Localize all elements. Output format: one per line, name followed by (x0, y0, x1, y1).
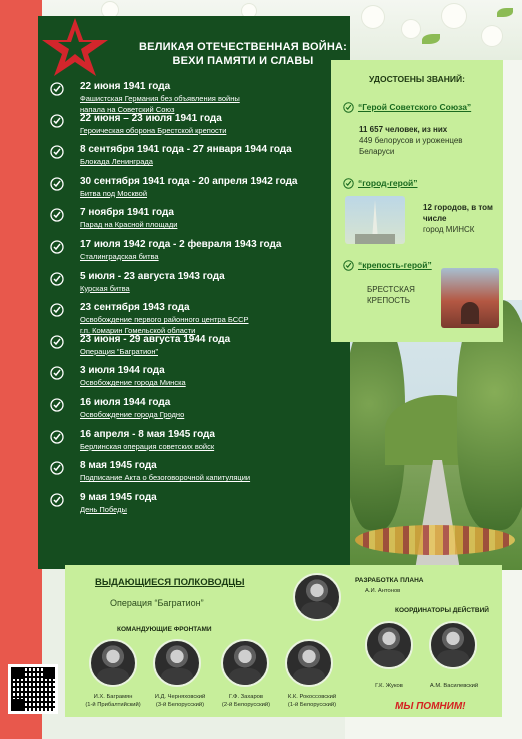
check-circle-icon (50, 145, 64, 159)
timeline-item (50, 491, 380, 523)
front-caption: И.Д. Черняховский (3-й Белорусский) (154, 694, 206, 708)
portrait-chernyakhovsky (153, 639, 201, 687)
check-circle-icon (50, 430, 64, 444)
event-name[interactable]: Фашистская Германия без объявления войны (80, 94, 240, 103)
check-circle-icon (50, 177, 64, 191)
event-name[interactable]: Блокада Ленинграда (80, 157, 153, 167)
award-hero-text: 11 657 человек, из них 449 белорусов и уроженцев Беларуси (359, 125, 463, 156)
page-title: ВЕЛИКАЯ ОТЕЧЕСТВЕННАЯ ВОЙНА: ВЕХИ ПАМЯТИ И СЛАВЫ (139, 41, 347, 67)
timeline-item (50, 396, 380, 428)
check-circle-icon (50, 303, 64, 317)
event-date: 22 июня – 23 июля 1941 года (80, 112, 222, 124)
commanders-panel (65, 565, 502, 717)
check-circle-icon (50, 461, 64, 475)
event-date: 9 мая 1945 года (80, 491, 157, 503)
check-circle-icon (50, 114, 64, 128)
check-circle-icon (50, 366, 64, 380)
check-circle-icon (50, 208, 64, 222)
award-city-label: “город-герой” (343, 178, 418, 189)
portrait-bagramyan (89, 639, 137, 687)
portrait-antonov (293, 573, 341, 621)
event-date: 8 мая 1945 года (80, 460, 157, 472)
coord-label: КООРДИНАТОРЫ ДЕЙСТВИЙ (395, 607, 489, 614)
operation-name: Операция “Багратион” (110, 598, 204, 608)
timeline-item (50, 428, 380, 460)
award-hero-label: “Герой Советского Союза” (343, 102, 471, 113)
event-date: 16 июля 1944 года (80, 396, 171, 408)
event-date: 17 июля 1942 года - 2 февраля 1943 года (80, 238, 282, 250)
event-name-line2[interactable]: напала на Советский Союз (80, 105, 175, 114)
check-circle-icon (50, 398, 64, 412)
award-fortress-label: “крепость-герой” (343, 260, 432, 271)
event-name[interactable]: Освобождение первого районного центра БССР (80, 315, 249, 325)
left-red-stripe (0, 0, 42, 739)
event-name[interactable]: День Победы (80, 504, 127, 514)
event-date: 23 сентября 1943 года (80, 302, 190, 314)
event-name[interactable]: Операция “Багратион” (80, 346, 158, 356)
coordinator-caption: Г.К. Жуков (375, 683, 403, 689)
slogan: МЫ ПОМНИМ! (395, 701, 466, 712)
coordinator-caption: А.М. Василевский (429, 683, 479, 689)
plan-label: РАЗРАБОТКА ПЛАНА (355, 577, 424, 584)
award-city-text: 12 городов, в том числе город МИНСК (423, 203, 493, 234)
event-date: 8 сентября 1941 года - 27 января 1944 года (80, 144, 292, 156)
event-name[interactable]: Освобождение города Гродно (80, 409, 185, 419)
event-date: 5 июля - 23 августа 1943 года (80, 270, 225, 282)
fronts-label: КОМАНДУЮЩИЕ ФРОНТАМИ (117, 626, 212, 633)
event-name[interactable]: Берлинская операция советских войск (80, 441, 215, 451)
timeline-item (50, 459, 380, 491)
award-fortress-text: БРЕСТСКАЯ КРЕПОСТЬ (367, 285, 415, 305)
check-circle-icon (50, 272, 64, 286)
front-caption: И.Х. Баграмян (1-й Прибалтийский) (85, 694, 141, 708)
awards-panel (331, 60, 503, 342)
event-name-line2[interactable]: г.п. Комарин Гомельской области (80, 326, 196, 336)
event-name[interactable]: Парад на Красной площади (80, 220, 178, 230)
portrait-rokossovsky (285, 639, 333, 687)
check-circle-icon (343, 102, 354, 113)
event-date: 7 ноября 1941 года (80, 207, 174, 219)
event-name[interactable]: Курская битва (80, 283, 130, 293)
event-name[interactable]: Битва под Москвой (80, 188, 148, 198)
qr-code-icon[interactable] (8, 664, 58, 714)
check-circle-icon (50, 335, 64, 349)
event-date: 30 сентября 1941 года - 20 апреля 1942 года (80, 175, 298, 187)
timeline-item (50, 364, 380, 396)
front-caption: К.К. Рокоссовский (1-й Белорусский) (287, 694, 337, 708)
portrait-zakharov (221, 639, 269, 687)
event-date: 3 июля 1944 года (80, 365, 165, 377)
check-circle-icon (343, 178, 354, 189)
obelisk-photo (345, 196, 405, 244)
awards-title: УДОСТОЕНЫ ЗВАНИЙ: (369, 74, 465, 84)
check-circle-icon (50, 493, 64, 507)
check-circle-icon (50, 82, 64, 96)
portrait-zhukov (365, 621, 413, 669)
plan-person: А.И. Антонов (365, 588, 401, 594)
check-circle-icon (50, 240, 64, 254)
fortress-photo (441, 268, 499, 328)
event-date: 16 апреля - 8 мая 1945 года (80, 428, 215, 440)
event-date: 23 июня - 29 августа 1944 года (80, 333, 231, 345)
event-name[interactable]: Подписание Акта о безоговорочной капитуляции (80, 473, 251, 483)
event-name[interactable]: Освобождение города Минска (80, 378, 186, 388)
portrait-vasilevsky (429, 621, 477, 669)
event-date: 22 июня 1941 года (80, 81, 171, 92)
front-caption: Г.Ф. Захаров (2-й Белорусский) (221, 694, 271, 708)
event-name[interactable]: Героическая оборона Брестской крепости (80, 125, 227, 135)
timeline-panel (38, 16, 350, 569)
commanders-title: ВЫДАЮЩИЕСЯ ПОЛКОВОДЦЫ (95, 577, 245, 588)
check-circle-icon (343, 260, 354, 271)
event-name[interactable]: Сталинградская битва (80, 251, 159, 261)
